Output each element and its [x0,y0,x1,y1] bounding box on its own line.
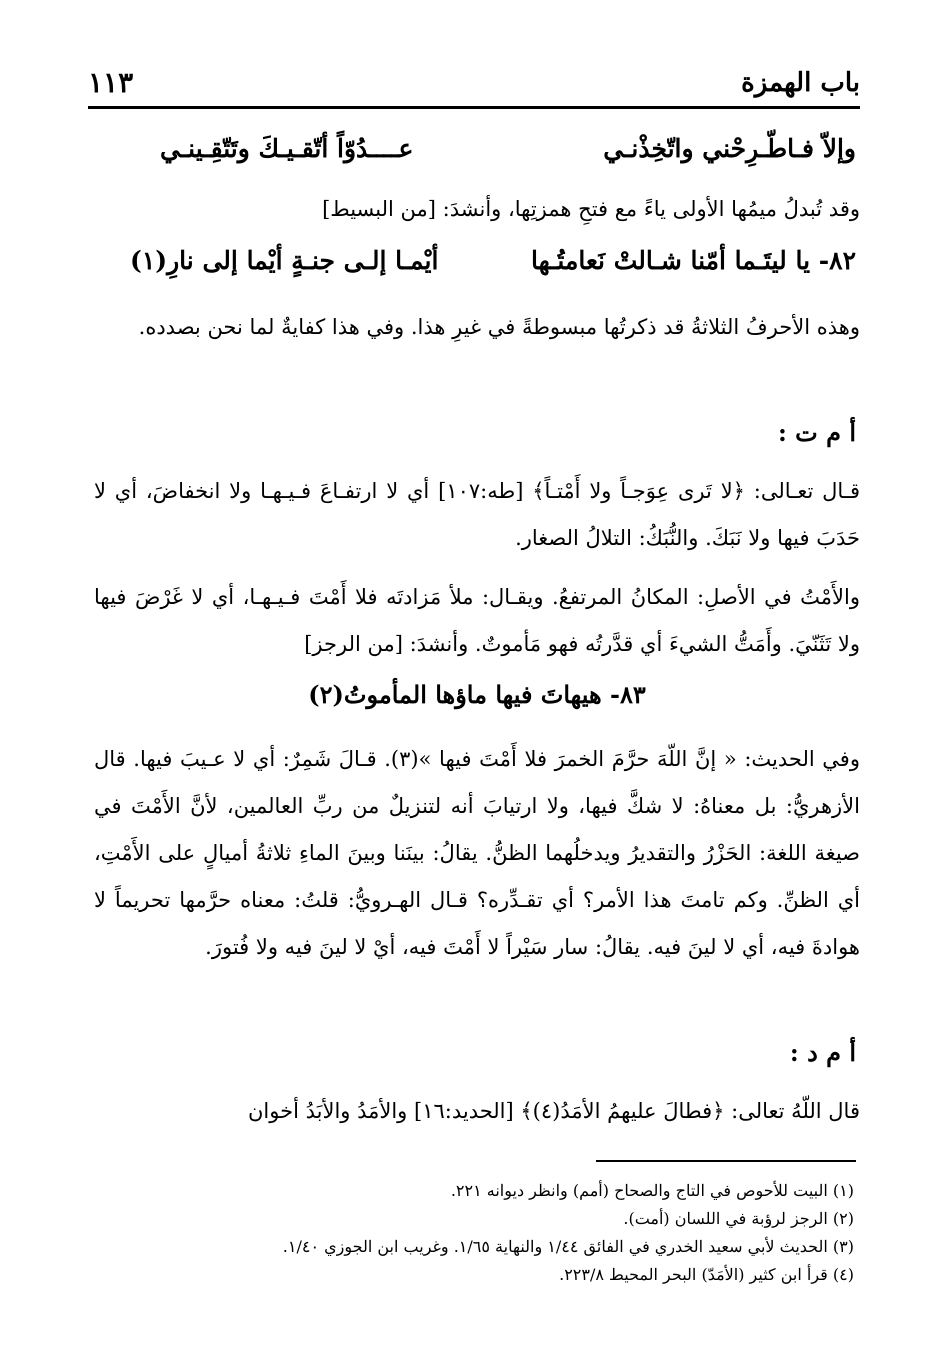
paragraph-2: وهذه الأحرفُ الثلاثةُ قد ذكرتُها مبسوطةً في غيرِ هذا. وفي هذا كفايةٌ لما نحن بصدده. [138,315,860,339]
page-number: ١١٣ [88,66,134,99]
verse1-second-hemistich: عــــدُوّاً أتّقـيـكَ وتَتّقِـينـي [160,134,414,163]
paragraph-4: والأَمْتُ في الأصلِ: المكانُ المرتفعُ. ويقـال: ملأ مَزادتَه فلا أَمْتَ فـيـهـا، أي لا غَرْضَ فيها ولا تَثَنّيَ. وأَمَتُّ الشيءَ أي قدَّرتُه فهو مَأموتٌ. وأنشدَ: [من الرجز] [94,585,860,656]
entry-heading-amd: أ م د : [789,1038,856,1067]
paragraph-5: وفي الحديث: « إنَّ اللّهَ حرَّمَ الخمرَ فلا أَمْتَ فيها »(٣). قـالَ شَمِرٌ: أي لا عـيبَ فيها. قال الأزهريُّ: بل معناهُ: لا شكَّ فيها، ولا ارتيابَ أنه لتنزيلٌ من ربِّ العالمين، لأنَّ الأَمْتَ في صيغة اللغة: الحَزْرُ والتقديرُ ويدخلُهما الظنُّ. يقالُ: بينَنا وبينَ الماءِ ثلاثةُ أميالٍ على الأَمْتِ، أي الظنِّ. وكم تامتَ هذا الأمر؟ أي تقـدِّره؟ قـال الهـرويُّ: قلتُ: معناه حرَّمها تحريماً لا هوادةَ فيه، أي لا لينَ فيه. يقالُ: سار سَيْراً لا أَمْتَ فيه، أيْ لا لينَ فيه ولا فُتورَ. [94,747,860,959]
footnote-1: (١) البيت للأحوص في التاج والصحاح (أمم) وانظر ديوانه ٢٢١. [450,1181,854,1200]
chapter-title: باب الهمزة [741,68,860,98]
verse3: ٨٣- هيهاتَ فيها ماؤها المأموتُ(٢) [308,680,646,709]
paragraph-3: قـال تعـالى: ﴿لا تَرى عِوَجـاً ولا أَمْتـاً﴾ [طه:١٠٧] أي لا ارتفـاعَ فـيـهـا ولا انخفاضَ، أي لا حَدَبَ فيها ولا نَبَكَ. والنُّبَكُ: التلالُ الصغار. [94,479,860,550]
paragraph-1: وقد تُبدلُ ميمُها الأولى ياءً مع فتحِ همزتِها، وأنشدَ: [من البسيط] [322,197,860,221]
page-header [88,64,860,104]
verse2-first-hemistich: ٨٢- يا ليتَـما أمّنا شـالتْ نَعامتُـها [530,246,856,275]
verse1-first-hemistich: وإلاّ فـاطّـرِحْني واتّخِذْنـي [603,134,856,163]
footnote-3: (٣) الحديث لأبي سعيد الخدري في الفائق ١/٤٤ والنهاية ١/٦٥. وغريب ابن الجوزي ١/٤٠. [282,1237,854,1256]
footnote-rule [596,1160,856,1162]
entry-heading-amt: أ م ت : [777,418,856,447]
paragraph-6: قال اللّهُ تعالى: ﴿فطالَ عليهمُ الأمَدُ(٤)﴾ [الحديد:١٦] والأمَدُ والأبَدُ أخوان [248,1099,860,1123]
footnote-2: (٢) الرجز لرؤبة في اللسان (أمت). [623,1209,854,1228]
verse2-second-hemistich: أيْمـا إلـى جنـةٍ أيْما إلى نارِ(١) [130,246,439,275]
header-rule [88,106,860,109]
footnote-4: (٤) قرأ ابن كثير (الأمَدّ) البحر المحيط ٢٢٣/٨. [559,1265,854,1284]
